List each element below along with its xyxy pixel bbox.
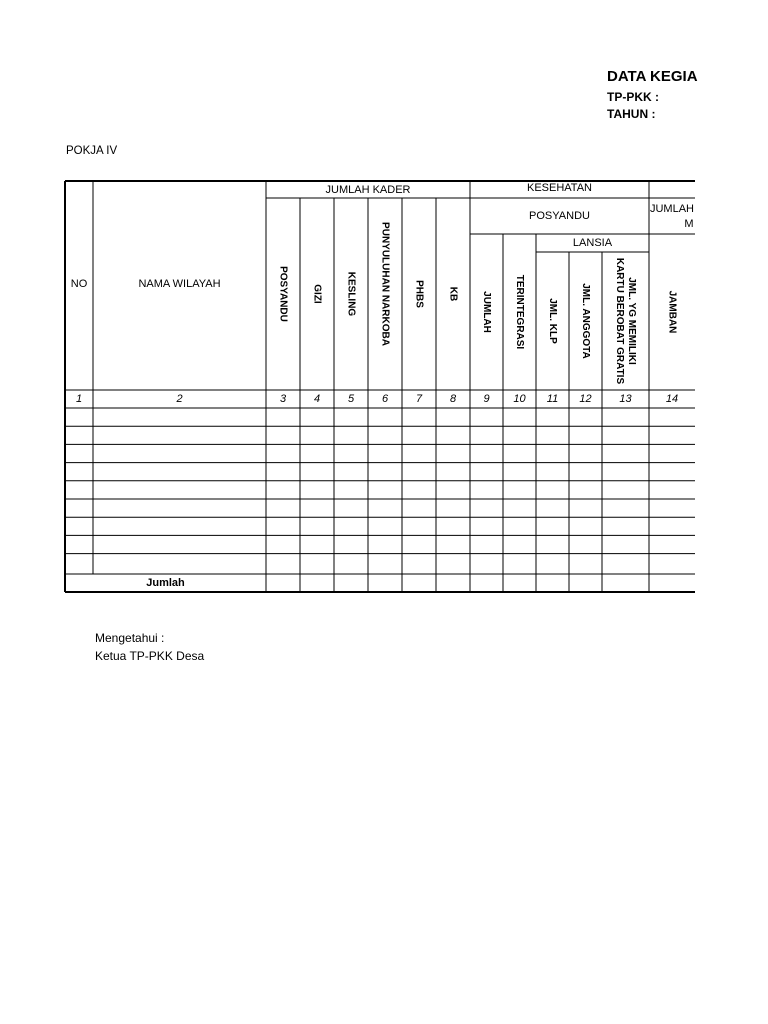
header-lansia: LANSIA <box>572 237 613 249</box>
vertical-header: KB <box>447 286 459 302</box>
column-number: 6 <box>381 393 389 405</box>
column-number: 14 <box>665 393 679 405</box>
header-nama-wilayah: NAMA WILAYAH <box>138 278 221 290</box>
tp-pkk-label: TP-PKK : <box>607 90 659 104</box>
signature-ketua: Ketua TP-PKK Desa <box>95 649 205 663</box>
column-number: 5 <box>347 393 355 405</box>
pokja-label: POKJA IV <box>66 145 118 157</box>
vertical-header: GIZI <box>311 284 323 304</box>
column-number: 8 <box>449 393 457 405</box>
header-kesehatan: KESEHATAN <box>527 182 592 194</box>
vertical-header: TERINTEGRASI <box>514 274 525 350</box>
tahun-label: TAHUN : <box>607 107 656 121</box>
column-number: 11 <box>546 393 559 405</box>
column-number: 12 <box>579 393 592 405</box>
column-number: 4 <box>313 393 321 405</box>
document-title: DATA KEGIA <box>607 68 698 85</box>
column-number: 13 <box>619 393 632 405</box>
vertical-header: PUNYULUHAN NARKOBA <box>379 222 391 346</box>
vertical-header: JUMLAH <box>481 291 492 333</box>
header-posyandu-group: POSYANDU <box>529 210 590 222</box>
header-jumlah-kader: JUMLAH KADER <box>325 184 411 196</box>
column-number: 2 <box>176 393 183 405</box>
vertical-header: KESLING <box>345 271 357 317</box>
signature-mengetahui: Mengetahui : <box>95 631 165 645</box>
column-number: 7 <box>415 393 423 405</box>
header-jumlah-partial: JUMLAH <box>649 203 695 215</box>
vertical-header: JML. ANGGOTA <box>580 283 591 359</box>
vertical-header: PHBS <box>413 280 425 308</box>
column-number: 3 <box>279 393 287 405</box>
header-jumlah-partial-m: M <box>684 218 694 230</box>
vertical-header: KARTU BEROBAT GRATIS <box>614 257 625 385</box>
header-no: NO <box>70 278 88 290</box>
vertical-header: POSYANDU <box>277 266 289 322</box>
vertical-header: JAMBAN <box>666 290 678 334</box>
column-number: 1 <box>75 393 83 405</box>
column-number: 10 <box>513 393 526 405</box>
column-number: 9 <box>483 393 490 405</box>
vertical-header: JML. KLP <box>547 298 558 344</box>
vertical-header: JML. YG MEMILIKI <box>626 277 637 365</box>
total-row-label: Jumlah <box>146 577 185 589</box>
